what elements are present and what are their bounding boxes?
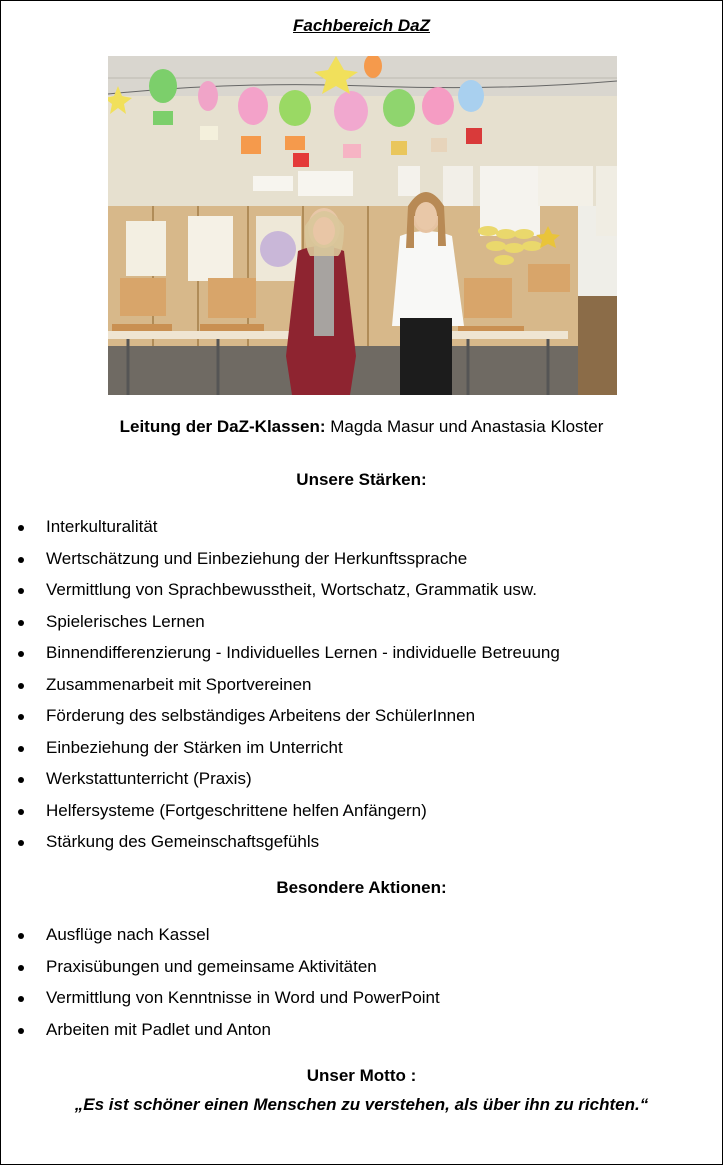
actions-heading: Besondere Aktionen: [276,878,447,897]
bullet-icon [18,965,24,971]
list-item-text: Interkulturalität [46,517,158,536]
list-item-text: Wertschätzung und Einbeziehung der Herkunftssprache [46,548,468,568]
list-item-text: Binnendifferenzierung - Individuelles Lernen - individuelle Betreuung [46,643,560,662]
list-item-text: Praxisübungen und gemeinsame Aktivitäten [46,956,377,976]
leader-line [1,417,722,437]
bullet-icon [18,525,24,531]
list-item-text: Vermittlung von Kenntnisse in Word und PowerPoint [46,988,440,1007]
list-item-text: Vermittlung von Sprachbewusstheit, Wortschatz, Grammatik usw. [46,580,537,599]
strengths-heading: Unsere Stärken: [296,470,427,489]
list-item [1,987,440,1019]
list-item [1,611,560,643]
actions-list [1,924,440,1050]
list-item-text: Ausflüge nach Kassel [46,925,210,944]
page-title: Fachbereich DaZ [293,16,430,35]
list-item [1,548,560,580]
list-item-text: Förderung des selbständiges Arbeitens der SchülerInnen [46,706,476,725]
bullet-icon [18,777,24,783]
list-item-text: Arbeiten mit Padlet und Anton [46,1019,271,1039]
list-item-text: Spielerisches Lernen [46,611,205,631]
list-item-text: Stärkung des Gemeinschaftsgefühls [46,832,320,851]
bullet-icon [18,1028,24,1034]
list-item-text: Einbeziehung der Stärken im Unterricht [46,737,343,757]
strengths-list [1,516,560,863]
list-item [1,831,560,863]
list-item-text: Werkstattunterricht (Praxis) [46,769,252,788]
list-item [1,924,440,956]
list-item [1,768,560,800]
bullet-icon [18,714,24,720]
leader-label: Leitung der DaZ-Klassen: [119,417,326,436]
bullet-icon [18,557,24,563]
list-item [1,674,560,706]
list-item [1,737,560,769]
list-item [1,516,560,548]
list-item [1,642,560,674]
list-item-text: Helfersysteme (Fortgeschrittene helfen Anfängern) [46,800,427,820]
leader-names: Magda Masur und Anastasia Kloster [330,417,604,436]
list-item [1,1019,440,1051]
bullet-icon [18,809,24,815]
list-item [1,956,440,988]
bullet-icon [18,746,24,752]
list-item [1,579,560,611]
classroom-photo [108,56,617,395]
bullet-icon [18,620,24,626]
motto-heading: Unser Motto : [306,1066,417,1085]
bullet-icon [18,933,24,939]
list-item [1,705,560,737]
bullet-icon [18,996,24,1002]
motto-quote: „Es ist schöner einen Menschen zu verstehen, als über ihn zu richten.“ [74,1095,649,1114]
bullet-icon [18,683,24,689]
list-item [1,800,560,832]
bullet-icon [18,588,24,594]
list-item-text: Zusammenarbeit mit Sportvereinen [46,674,312,694]
bullet-icon [18,651,24,657]
bullet-icon [18,840,24,846]
